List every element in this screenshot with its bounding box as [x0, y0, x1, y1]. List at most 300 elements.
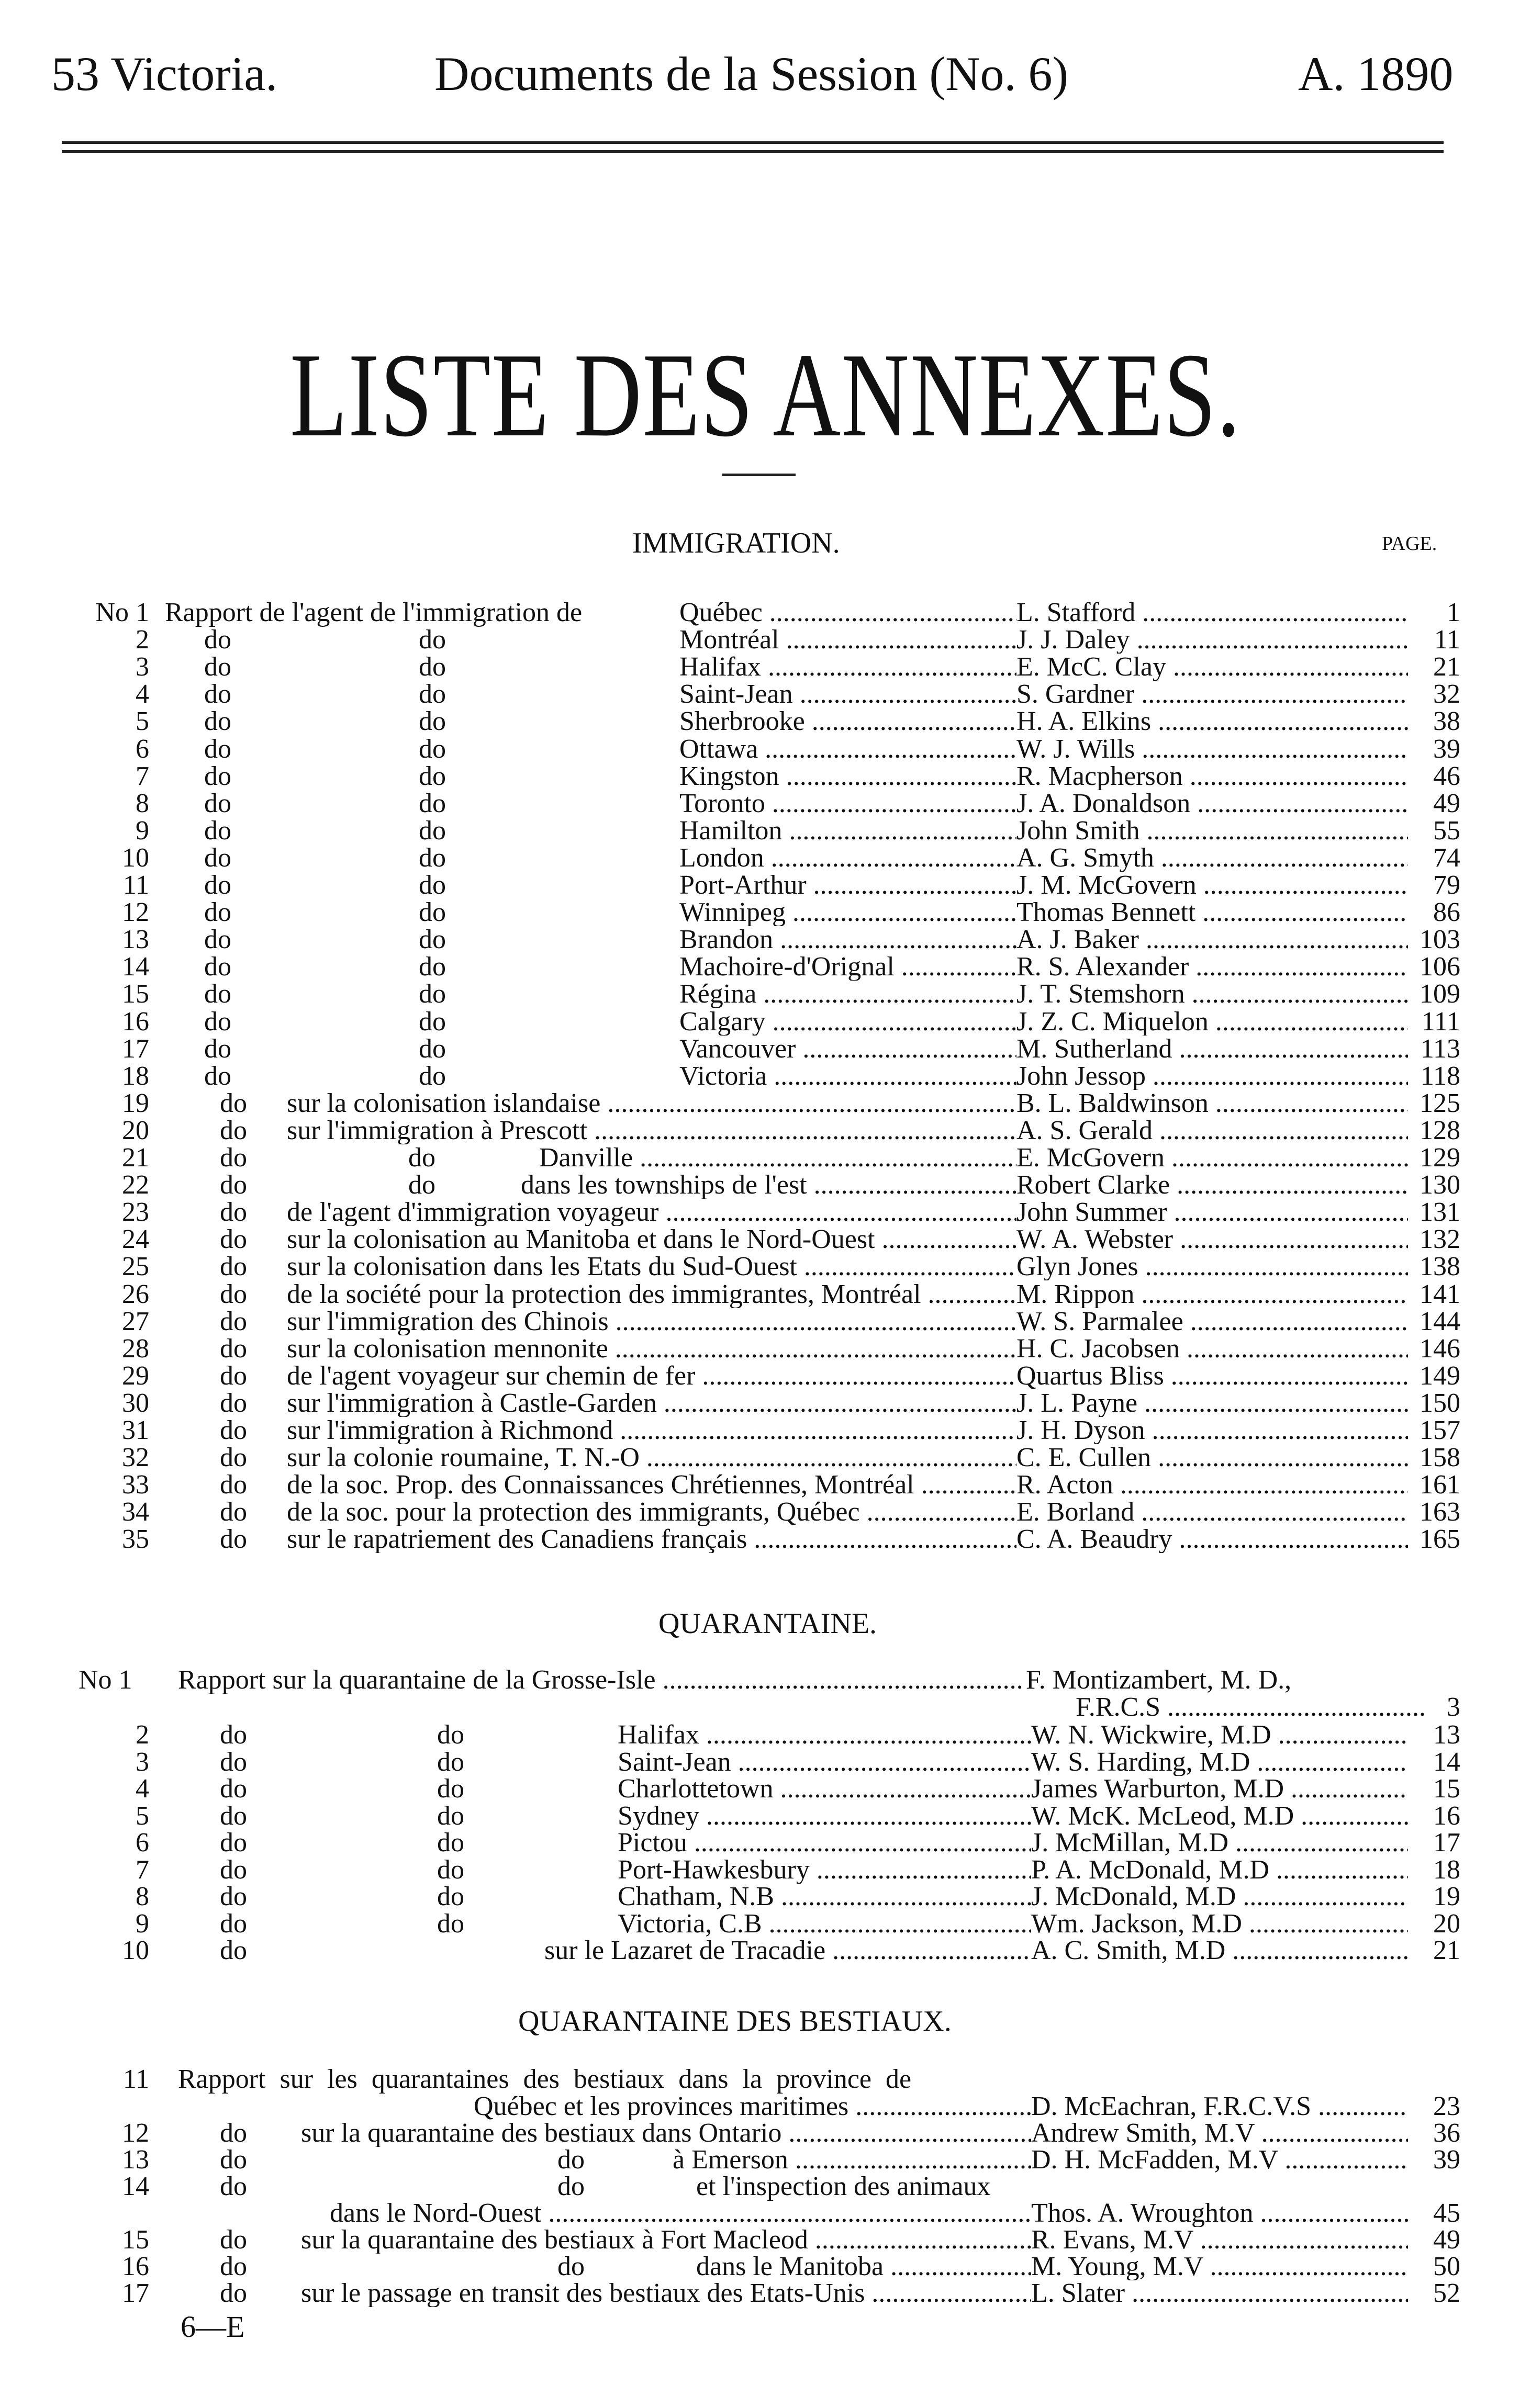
- place-name: Kingston .....: [679, 763, 1016, 790]
- list-item: [0, 2200, 1531, 2227]
- agent-name: A. C. Smith, M.D .....: [1031, 1937, 1408, 1964]
- list-item: [0, 817, 1531, 845]
- report-description: sur la colonie roumaine, T. N.-O .....: [287, 1444, 1016, 1471]
- ditto-mark: do: [204, 652, 231, 682]
- report-description: de l'agent voyageur sur chemin de fer .....: [287, 1363, 1016, 1390]
- report-description: de la société pour la protection des immigrantes, Montréal .....: [287, 1281, 1016, 1308]
- list-item: [0, 2280, 1531, 2307]
- list-item: [0, 1499, 1531, 1526]
- place-name: Saint-Jean .....: [618, 1749, 1031, 1776]
- page-number: 103: [1420, 925, 1460, 955]
- ditto-mark: do: [419, 1033, 446, 1064]
- agent-name: Thomas Bennett .....: [1016, 899, 1408, 926]
- ditto-mark: do: [220, 1388, 247, 1418]
- list-item: [0, 899, 1531, 926]
- page-number: 163: [1420, 1497, 1460, 1527]
- ditto-mark: do: [419, 815, 446, 846]
- agent-name: A. J. Baker .....: [1016, 926, 1408, 953]
- list-item: [0, 1063, 1531, 1090]
- place-name: Sydney .....: [618, 1803, 1031, 1830]
- agent-name: C. E. Cullen .....: [1016, 1444, 1408, 1471]
- entry-number: 31: [122, 1415, 149, 1445]
- place-name: Halifax .....: [679, 654, 1016, 681]
- ditto-mark: do: [204, 734, 231, 764]
- entry-number: 34: [122, 1497, 149, 1527]
- list-item: [0, 1444, 1531, 1471]
- page-number: 79: [1433, 870, 1460, 900]
- entry-number: 25: [122, 1252, 149, 1282]
- entry-number: 14: [122, 2171, 149, 2201]
- page-number: 39: [1433, 2145, 1460, 2175]
- ditto-mark: do: [220, 1936, 247, 1965]
- agent-name: S. Gardner .....: [1016, 681, 1408, 708]
- report-description: sur la colonisation au Manitoba et dans le Nord-Ouest .....: [287, 1226, 1016, 1253]
- entry-number: 11: [122, 870, 149, 900]
- place-name: Port-Hawkesbury .....: [618, 1856, 1031, 1884]
- list-item: [0, 1199, 1531, 1226]
- entry-number: 4: [136, 1774, 149, 1804]
- list-item: [0, 2146, 1531, 2174]
- ditto-mark: do: [419, 979, 446, 1009]
- header-rule-top: [62, 141, 1444, 144]
- agent-name: John Jessop .....: [1016, 1063, 1408, 1090]
- entry-number: 5: [136, 706, 149, 737]
- entry-number: 15: [122, 2225, 149, 2255]
- ditto-mark: do: [437, 1774, 464, 1804]
- ditto-mark: do: [220, 1908, 247, 1939]
- entry-number: 16: [122, 2252, 149, 2281]
- place-name: Montréal .....: [679, 626, 1016, 654]
- page-number: 74: [1433, 842, 1460, 873]
- ditto-mark: do: [220, 1828, 247, 1858]
- entry-number: 10: [122, 1936, 149, 1965]
- report-description: Rapport sur la quarantaine de la Grosse-Isle .....: [178, 1667, 1023, 1694]
- place-name: Winnipeg .....: [679, 899, 1016, 926]
- entry-number: 23: [122, 1197, 149, 1228]
- agent-name: E. McC. Clay .....: [1016, 654, 1408, 681]
- agent-name: J. McMillan, M.D .....: [1031, 1829, 1408, 1856]
- page-number: 15: [1433, 1774, 1460, 1804]
- page-number: 125: [1420, 1088, 1460, 1118]
- agent-name: J. H. Dyson .....: [1016, 1417, 1408, 1444]
- list-item: [0, 1226, 1531, 1253]
- list-item: [0, 2066, 1531, 2093]
- list-item: [0, 1910, 1531, 1938]
- header-right: A. 1890: [1298, 47, 1454, 100]
- page-number: 150: [1420, 1388, 1460, 1418]
- section-heading-immigration: IMMIGRATION.: [632, 527, 840, 559]
- ditto-mark: do: [220, 1443, 247, 1473]
- ditto-mark: do: [220, 2252, 247, 2281]
- agent-name: P. A. McDonald, M.D .....: [1031, 1856, 1408, 1884]
- ditto-mark: do: [220, 1854, 247, 1885]
- ditto-mark: do: [204, 1006, 231, 1037]
- list-item: [0, 1417, 1531, 1444]
- ditto-mark: do: [204, 625, 231, 655]
- report-description: Québec et les provinces maritimes .....: [474, 2093, 1031, 2120]
- entry-number: 7: [136, 761, 149, 791]
- entry-number: 29: [122, 1360, 149, 1391]
- ditto-mark: do: [419, 842, 446, 873]
- place-name: London .....: [679, 845, 1016, 872]
- page-number: 128: [1420, 1115, 1460, 1145]
- ditto-mark: do: [419, 734, 446, 764]
- list-item: [0, 1008, 1531, 1036]
- list-item: [0, 708, 1531, 735]
- entry-number: 27: [122, 1306, 149, 1336]
- ditto-mark: do: [204, 1033, 231, 1064]
- place-name: Ottawa .....: [679, 736, 1016, 763]
- page-number: 45: [1433, 2198, 1460, 2228]
- list-item: [0, 736, 1531, 763]
- ditto-mark: do: [220, 1333, 247, 1364]
- ditto-mark: do: [204, 842, 231, 873]
- report-description: sur l'immigration à Prescott .....: [287, 1117, 1016, 1144]
- entry-number: 16: [122, 1006, 149, 1037]
- page-number: 109: [1420, 979, 1460, 1009]
- agent-name: L. Slater .....: [1031, 2280, 1408, 2307]
- ditto-mark: do: [220, 1774, 247, 1804]
- ditto-mark: do: [204, 706, 231, 737]
- agent-name: J. Z. C. Miquelon .....: [1016, 1008, 1408, 1036]
- page-number: 16: [1433, 1801, 1460, 1831]
- footer-mark: 6—E: [181, 2310, 245, 2344]
- agent-name: Andrew Smith, M.V .....: [1031, 2120, 1408, 2147]
- list-item: [0, 2120, 1531, 2147]
- ditto-mark: do: [557, 2145, 585, 2175]
- ditto-mark: do: [220, 1170, 247, 1200]
- agent-name: E. McGovern .....: [1016, 1144, 1408, 1172]
- agent-name: Glyn Jones .....: [1016, 1253, 1408, 1280]
- list-item: [0, 1721, 1531, 1749]
- entry-number: 24: [122, 1224, 149, 1255]
- ditto-mark: do: [220, 1143, 247, 1173]
- list-item: [0, 1172, 1531, 1199]
- agent-name: Wm. Jackson, M.D .....: [1031, 1910, 1408, 1938]
- list-item: [0, 1090, 1531, 1117]
- entry-number: 35: [122, 1524, 149, 1555]
- entry-number: 21: [122, 1143, 149, 1173]
- entry-number: 13: [122, 925, 149, 955]
- report-description: sur la colonisation dans les Etats du Sud-Ouest .....: [287, 1253, 1016, 1280]
- agent-name: D. H. McFadden, M.V .....: [1031, 2146, 1408, 2174]
- report-description: sur la colonisation mennonite .....: [287, 1335, 1016, 1363]
- list-item: [0, 842, 1531, 873]
- page-number: 131: [1420, 1197, 1460, 1228]
- agent-name: John Smith .....: [1016, 817, 1408, 845]
- report-description: sur la quarantaine des bestiaux à Fort Macleod .....: [301, 2226, 1031, 2254]
- list-item: [0, 2253, 1531, 2280]
- ditto-mark: do: [204, 897, 231, 928]
- ditto-mark: do: [220, 1224, 247, 1255]
- ditto-mark: do: [557, 2252, 585, 2281]
- page-column-label: PAGE.: [1382, 533, 1437, 555]
- agent-name: M. Sutherland .....: [1016, 1036, 1408, 1063]
- page-number: 18: [1433, 1854, 1460, 1885]
- place-name: Hamilton .....: [679, 817, 1016, 845]
- agent-name: R. Acton .....: [1016, 1471, 1408, 1499]
- ditto-mark: do: [220, 1720, 247, 1750]
- page-number: 144: [1420, 1306, 1460, 1336]
- ditto-mark: do: [204, 870, 231, 900]
- ditto-mark: do: [437, 1720, 464, 1750]
- agent-name: L. Stafford .....: [1016, 599, 1408, 626]
- report-description: Rapport sur les quarantaines des bestiaux dans la province de: [178, 2064, 912, 2094]
- place-name: Halifax .....: [618, 1721, 1031, 1749]
- entry-number: 6: [136, 1828, 149, 1858]
- agent-name: C. A. Beaudry .....: [1016, 1526, 1408, 1553]
- entry-number: 18: [122, 1061, 149, 1091]
- page-number: 49: [1433, 788, 1460, 818]
- page-number: 161: [1420, 1470, 1460, 1500]
- agent-name: J. M. McGovern .....: [1016, 872, 1408, 899]
- agent-name: W. S. Harding, M.D .....: [1031, 1749, 1408, 1776]
- list-item: [0, 926, 1531, 953]
- ditto-mark: do: [419, 706, 446, 737]
- ditto-mark: do: [408, 1143, 435, 1173]
- ditto-mark: do: [437, 1882, 464, 1911]
- page-number: 129: [1420, 1143, 1460, 1173]
- ditto-mark: do: [419, 952, 446, 982]
- agent-name: W. J. Wills .....: [1016, 736, 1408, 763]
- ditto-mark: do: [220, 2118, 247, 2148]
- ditto-mark: do: [220, 2145, 247, 2175]
- ditto-mark: do: [220, 1360, 247, 1391]
- agent-name: E. Borland .....: [1016, 1499, 1408, 1526]
- list-item: [0, 2093, 1531, 2120]
- page-number: 55: [1433, 815, 1460, 846]
- agent-name: Thos. A. Wroughton .....: [1031, 2200, 1408, 2227]
- agent-name: John Summer .....: [1016, 1199, 1408, 1226]
- ditto-mark: do: [220, 1252, 247, 1282]
- agent-name: R. Evans, M.V .....: [1031, 2226, 1408, 2254]
- ditto-mark: do: [419, 1061, 446, 1091]
- agent-name: F.R.C.S .....: [1076, 1694, 1424, 1721]
- title-divider: [722, 474, 796, 476]
- ditto-mark: do: [220, 1306, 247, 1336]
- list-item: [0, 1803, 1531, 1830]
- entry-number: 13: [122, 2145, 149, 2175]
- page-number: 86: [1433, 897, 1460, 928]
- agent-name: H. A. Elkins .....: [1016, 708, 1408, 735]
- ditto-mark: do: [220, 1747, 247, 1777]
- page-number: 52: [1433, 2278, 1460, 2308]
- page-number: 1: [1447, 598, 1460, 627]
- place-name: Régina .....: [679, 981, 1016, 1008]
- ditto-mark: do: [419, 897, 446, 928]
- ditto-mark: do: [220, 1524, 247, 1555]
- report-description: sur la quarantaine des bestiaux dans Ontario .....: [301, 2120, 1031, 2147]
- ditto-mark: do: [204, 788, 231, 818]
- place-name: Machoire-d'Orignal .....: [679, 953, 1016, 981]
- ditto-mark: do: [204, 1061, 231, 1091]
- entry-number: 17: [122, 2278, 149, 2308]
- report-description: sur l'immigration des Chinois .....: [287, 1308, 1016, 1335]
- entry-number: 26: [122, 1279, 149, 1309]
- agent-name: Robert Clarke .....: [1016, 1172, 1408, 1199]
- page-number: 39: [1433, 734, 1460, 764]
- entry-number: 6: [136, 734, 149, 764]
- ditto-mark: do: [220, 1415, 247, 1445]
- agent-name: R. Macpherson .....: [1016, 763, 1408, 790]
- list-item: [0, 1775, 1531, 1803]
- agent-name: F. Montizambert, M. D.,: [1026, 1665, 1292, 1695]
- agent-name: J. L. Payne .....: [1016, 1390, 1408, 1417]
- list-item: [0, 681, 1531, 708]
- report-description: sur le passage en transit des bestiaux des Etats-Unis .....: [301, 2280, 1031, 2307]
- ditto-mark: do: [437, 1747, 464, 1777]
- place-name: Brandon .....: [679, 926, 1016, 953]
- report-description: sur le rapatriement des Canadiens français .....: [287, 1526, 1016, 1553]
- page-number: 113: [1420, 1033, 1460, 1064]
- entry-number: 4: [136, 679, 149, 710]
- place-name: Port-Arthur .....: [679, 872, 1016, 899]
- list-item: [0, 1937, 1531, 1964]
- page-number: 158: [1420, 1443, 1460, 1473]
- agent-name: J. T. Stemshorn .....: [1016, 981, 1408, 1008]
- agent-name: A. S. Gerald .....: [1016, 1117, 1408, 1144]
- ditto-mark: do: [220, 1882, 247, 1911]
- entry-number: 10: [122, 842, 149, 873]
- agent-name: R. S. Alexander .....: [1016, 953, 1408, 981]
- page-number: 111: [1421, 1006, 1460, 1037]
- list-item: [0, 1281, 1531, 1308]
- ditto-mark: do: [220, 1088, 247, 1118]
- ditto-mark: do: [408, 1170, 435, 1200]
- report-description: sur l'immigration à Castle-Garden .....: [287, 1390, 1016, 1417]
- entry-number: 3: [136, 1747, 149, 1777]
- entry-number: 2: [136, 1720, 149, 1750]
- page-number: 130: [1420, 1170, 1460, 1200]
- report-description: sur la colonisation islandaise .....: [287, 1090, 1016, 1117]
- agent-name: M. Rippon .....: [1016, 1281, 1408, 1308]
- place-name: Calgary .....: [679, 1008, 1016, 1036]
- place-name: Sherbrooke .....: [679, 708, 1016, 735]
- page-title: LISTE DES ANNEXES.: [289, 328, 1242, 462]
- place-name: Victoria .....: [679, 1063, 1016, 1090]
- page-number: 49: [1433, 2225, 1460, 2255]
- list-item: [0, 1335, 1531, 1363]
- ditto-mark: do: [220, 1801, 247, 1831]
- page-number: 118: [1420, 1061, 1460, 1091]
- list-item: [0, 953, 1531, 981]
- ditto-mark: do: [437, 1801, 464, 1831]
- page-number: 11: [1434, 625, 1460, 655]
- ditto-mark: do: [419, 925, 446, 955]
- ditto-mark: do: [419, 652, 446, 682]
- place-name: Victoria, C.B .....: [618, 1910, 1031, 1938]
- report-description: Rapport de l'agent de l'immigration de: [165, 598, 583, 627]
- list-item: [0, 1390, 1531, 1417]
- page-number: 141: [1420, 1279, 1460, 1309]
- report-description: de la soc. Prop. des Connaissances Chrétiennes, Montréal .....: [287, 1471, 1016, 1499]
- ditto-mark: do: [204, 761, 231, 791]
- entry-number: 20: [122, 1115, 149, 1145]
- ditto-mark: do: [220, 2225, 247, 2255]
- entry-number: No 1: [79, 1665, 132, 1695]
- page-number: 149: [1420, 1360, 1460, 1391]
- report-description: Danville .....: [539, 1144, 1016, 1172]
- place-name: Québec .....: [679, 599, 1016, 626]
- page-number: 32: [1433, 679, 1460, 710]
- list-item: [0, 1144, 1531, 1172]
- ditto-mark: do: [220, 2171, 247, 2201]
- ditto-mark: do: [419, 625, 446, 655]
- report-description: de l'agent d'immigration voyageur .....: [287, 1199, 1016, 1226]
- page-number: 38: [1433, 706, 1460, 737]
- ditto-mark: do: [204, 925, 231, 955]
- page-number: 132: [1420, 1224, 1460, 1255]
- page-number: 17: [1433, 1828, 1460, 1858]
- list-item: [0, 1883, 1531, 1910]
- agent-name: J. McDonald, M.D .....: [1031, 1883, 1408, 1910]
- page-number: 106: [1420, 952, 1460, 982]
- ditto-mark: do: [204, 952, 231, 982]
- list-item: [0, 1667, 1531, 1694]
- entry-number: 8: [136, 788, 149, 818]
- list-item: [0, 1033, 1531, 1064]
- header-center: Documents de la Session (No. 6): [434, 47, 1069, 100]
- page-number: 157: [1420, 1415, 1460, 1445]
- entry-number: 5: [136, 1801, 149, 1831]
- ditto-mark: do: [437, 1854, 464, 1885]
- ditto-mark: do: [557, 2171, 585, 2201]
- place-name: dans le Manitoba .....: [696, 2253, 1031, 2280]
- list-item: [0, 1117, 1531, 1144]
- entry-number: 32: [122, 1443, 149, 1473]
- ditto-mark: do: [220, 1497, 247, 1527]
- agent-name: W. McK. McLeod, M.D .....: [1031, 1803, 1408, 1830]
- entry-number: 3: [136, 652, 149, 682]
- page-number: 146: [1420, 1333, 1460, 1364]
- agent-name: James Warburton, M.D .....: [1031, 1775, 1408, 1803]
- page-number: 138: [1420, 1252, 1460, 1282]
- section-heading-quarantaine: QUARANTAINE.: [658, 1607, 877, 1640]
- place-name: à Emerson .....: [673, 2146, 1031, 2174]
- list-item: [0, 654, 1531, 681]
- agent-name: D. McEachran, F.R.C.V.S .....: [1031, 2093, 1408, 2120]
- list-item: [0, 872, 1531, 899]
- ditto-mark: do: [220, 1279, 247, 1309]
- page-number: 21: [1433, 652, 1460, 682]
- list-item: [0, 2226, 1531, 2254]
- entry-number: 17: [122, 1033, 149, 1064]
- list-item: [0, 626, 1531, 654]
- list-item: [0, 763, 1531, 790]
- place-name: Saint-Jean .....: [679, 681, 1016, 708]
- agent-name: W. S. Parmalee .....: [1016, 1308, 1408, 1335]
- ditto-mark: do: [419, 679, 446, 710]
- entry-number: 12: [122, 897, 149, 928]
- ditto-mark: do: [204, 679, 231, 710]
- page-number: 21: [1433, 1936, 1460, 1965]
- ditto-mark: do: [437, 1828, 464, 1858]
- list-item: [0, 981, 1531, 1008]
- page-number: 3: [1447, 1692, 1460, 1722]
- ditto-mark: do: [204, 979, 231, 1009]
- entry-number: 9: [136, 1908, 149, 1939]
- agent-name: A. G. Smyth .....: [1016, 845, 1408, 872]
- list-item: [0, 1856, 1531, 1884]
- agent-name: Quartus Bliss .....: [1016, 1363, 1408, 1390]
- entry-number: 28: [122, 1333, 149, 1364]
- place-name: Toronto .....: [679, 790, 1016, 817]
- place-name: Pictou .....: [618, 1829, 1031, 1856]
- ditto-mark: do: [220, 2278, 247, 2308]
- list-item: [0, 599, 1531, 626]
- ditto-mark: do: [204, 815, 231, 846]
- agent-name: B. L. Baldwinson .....: [1016, 1090, 1408, 1117]
